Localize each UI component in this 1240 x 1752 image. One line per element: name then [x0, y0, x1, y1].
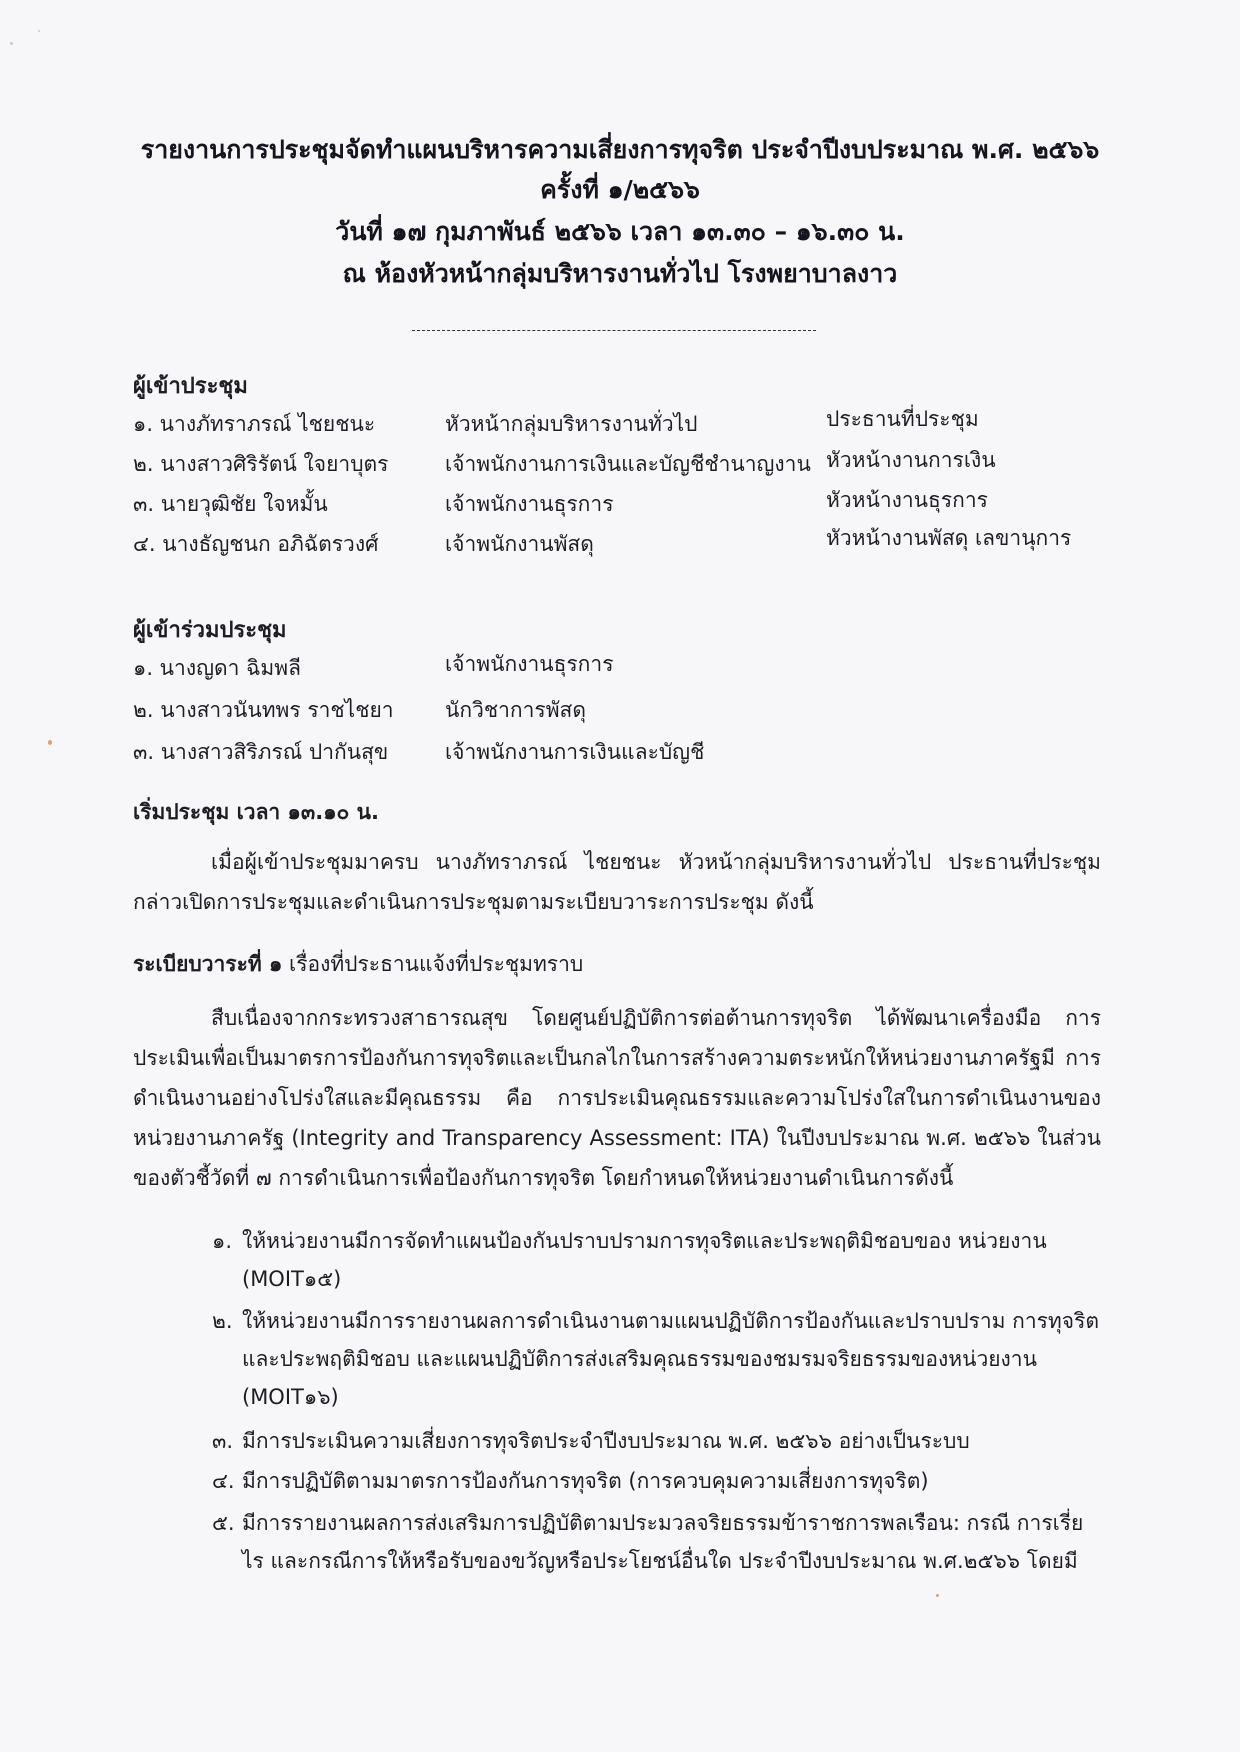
agenda-1-label: ระเบียบวาระที่ ๑	[133, 952, 283, 976]
opening-paragraph	[133, 842, 1101, 922]
attendee-row	[0, 488, 1240, 520]
participant-name: ๑. นางญดา ฉิมพลี	[133, 656, 301, 680]
opening-text: เมื่อผู้เข้าประชุมมาครบ นางภัทราภรณ์ ไชยชนะ หัวหน้ากลุ่มบริหารงานทั่วไป ประธานที่ประชุม กล่าวเปิดการประชุมและดำเนินการประชุมตามระเบียบวาระการประชุม ดังนี้	[133, 850, 1101, 914]
attendee-position: เจ้าพนักงานพัสดุ	[445, 532, 594, 556]
attendee-name: ๓. นายวุฒิชัย ใจหมั้น	[133, 492, 328, 516]
scan-speck	[936, 1594, 939, 1597]
participant-name: ๒. นางสาวนันทพร ราชไชยา	[133, 698, 394, 722]
attendee-position: เจ้าพนักงานการเงินและบัญชีชำนาญงาน	[445, 452, 811, 476]
agenda-1-text: สืบเนื่องจากกระทรวงสาธารณสุข โดยศูนย์ปฏิบัติการต่อต้านการทุจริต ได้พัฒนาเครื่องมือ การประเมินเพื่อเป็นมาตรการป้องกันการทุจริตและเป็นกลไกในการสร้างความตระหนักให้หน่วยงานภาครัฐมี การดำเนินงานอย่างโปร่งใสและมีคุณธรรม คือ การประเมินคุณธรรมและความโปร่งใสในการดำเนินงานของหน่วยงานภาครัฐ (Integrity and Transparency Assessment: ITA) ในปีงบประมาณ พ.ศ. ๒๕๖๖ ในส่วนของตัวชี้วัดที่ ๗ การดำเนินการเพื่อป้องกันการทุจริต โดยกำหนดให้หน่วยงานดำเนินการดังนี้	[133, 1006, 1101, 1190]
attendee-row	[0, 528, 1240, 560]
list-item-number: ๕.	[212, 1511, 235, 1535]
list-item-text: มีการปฏิบัติตามมาตรการป้องกันการทุจริต (การควบคุมความเสี่ยงการทุจริต)	[242, 1469, 929, 1493]
attendee-role: หัวหน้างานการเงิน	[826, 448, 996, 472]
attendees-heading: ผู้เข้าประชุม	[133, 374, 248, 399]
participant-position: เจ้าพนักงานธุรการ	[445, 652, 614, 676]
agenda-1-paragraph	[133, 998, 1101, 1198]
attendee-name: ๒. นางสาวศิริรัตน์ ใจยาบุตร	[133, 452, 389, 476]
participants-heading: ผู้เข้าร่วมประชุม	[133, 618, 287, 643]
agenda-1-heading	[133, 948, 583, 981]
list-item	[212, 1302, 1104, 1416]
participant-row	[0, 736, 1240, 768]
attendee-role: หัวหน้างานธุรการ	[826, 488, 988, 512]
list-item-text: มีการรายงานผลการส่งเสริมการปฏิบัติตามประมวลจริยธรรมข้าราชการพลเรือน: กรณี การเรี่ยไร และกรณีการให้หรือรับของขวัญหรือประโยชน์อื่นใด ประจำปีงบประมาณ พ.ศ.๒๕๖๖ โดยมี	[242, 1511, 1084, 1573]
list-item-text: ให้หน่วยงานมีการรายงานผลการดำเนินงานตามแผนปฏิบัติการป้องกันและปราบปราม การทุจริตและประพฤติมิชอบ และแผนปฏิบัติการส่งเสริมคุณธรรมของชมรมจริยธรรมของหน่วยงาน (MOIT๑๖)	[242, 1309, 1099, 1409]
dashed-divider	[412, 330, 816, 331]
list-item-text: มีการประเมินความเสี่ยงการทุจริตประจำปีงบประมาณ พ.ศ. ๒๕๖๖ อย่างเป็นระบบ	[242, 1429, 970, 1453]
attendee-position: หัวหน้ากลุ่มบริหารงานทั่วไป	[445, 412, 698, 436]
attendee-role: หัวหน้างานพัสดุ เลขานุการ	[826, 526, 1072, 550]
meeting-start: เริ่มประชุม เวลา ๑๓.๑๐ น.	[133, 800, 379, 824]
attendee-row	[0, 448, 1240, 480]
attendee-row	[0, 408, 1240, 440]
list-item	[212, 1504, 1104, 1580]
list-item-number: ๒.	[212, 1309, 233, 1333]
scan-speck	[10, 42, 13, 45]
attendee-role: ประธานที่ประชุม	[826, 407, 979, 431]
meeting-date: วันที่ ๑๗ กุมภาพันธ์ ๒๕๖๖ เวลา ๑๓.๓๐ – ๑๖.๓๐ น.	[335, 217, 905, 246]
list-item	[212, 1222, 1104, 1298]
meeting-number: ครั้งที่ ๑/๒๕๖๖	[540, 175, 700, 204]
attendee-position: เจ้าพนักงานธุรการ	[445, 492, 614, 516]
participant-position: นักวิชาการพัสดุ	[445, 698, 586, 722]
agenda-1-title: เรื่องที่ประธานแจ้งที่ประชุมทราบ	[289, 952, 584, 976]
participant-row	[0, 694, 1240, 726]
list-item	[212, 1422, 1104, 1460]
scan-speck	[38, 30, 40, 32]
report-title: รายงานการประชุมจัดทำแผนบริหารความเสี่ยงการทุจริต ประจำปีงบประมาณ พ.ศ. ๒๕๖๖	[140, 135, 1100, 164]
list-item-number: ๑.	[212, 1229, 233, 1253]
participant-name: ๓. นางสาวสิริภรณ์ ปากันสุข	[133, 740, 389, 764]
attendee-name: ๔. นางธัญชนก อภิฉัตรวงศ์	[133, 532, 379, 556]
list-item-number: ๓.	[212, 1429, 234, 1453]
attendee-name: ๑. นางภัทราภรณ์ ไชยชนะ	[133, 412, 376, 436]
participant-row	[0, 652, 1240, 684]
participant-position: เจ้าพนักงานการเงินและบัญชี	[445, 740, 705, 764]
list-item-number: ๔.	[212, 1469, 235, 1493]
scan-speck	[48, 740, 52, 745]
meeting-location: ณ ห้องหัวหน้ากลุ่มบริหารงานทั่วไป โรงพยาบาลงาว	[342, 259, 898, 288]
list-item	[212, 1462, 1104, 1500]
list-item-text: ให้หน่วยงานมีการจัดทำแผนป้องกันปราบปรามการทุจริตและประพฤติมิชอบของ หน่วยงาน (MOIT๑๕)	[242, 1229, 1047, 1291]
